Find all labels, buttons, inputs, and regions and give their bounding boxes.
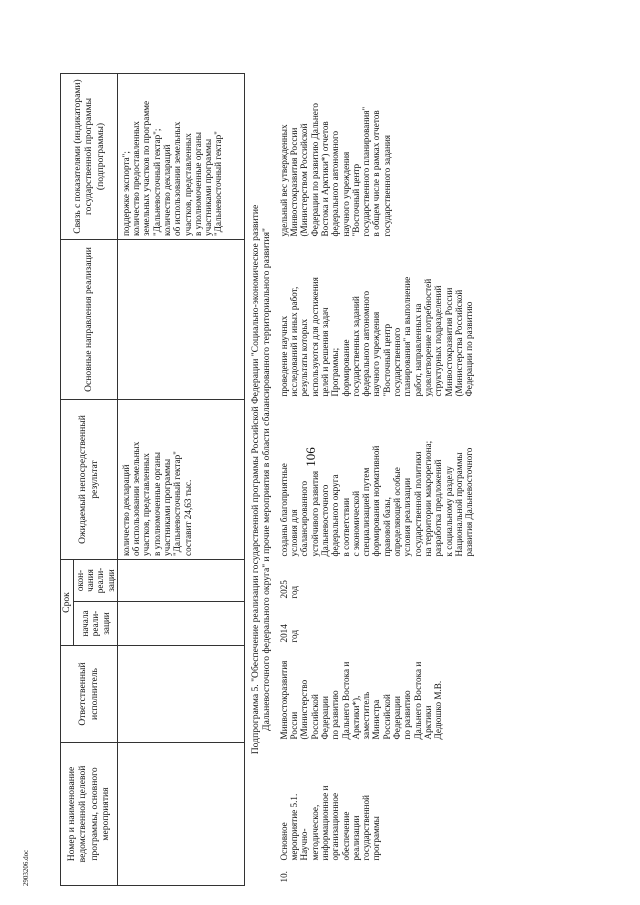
cell-term-start: 2014 год — [278, 624, 300, 643]
table-header — [61, 74, 118, 886]
cell-indicators: поддержке экспорта"; количество предоставленных земельных участков по программе "Дальневосточный гектар"; количество деклараций об использовании земельных участков, представленных в уполномоченные органы участниками программы "Дальневосточный гектар" — [117, 74, 244, 240]
subprogram-title: Подпрограмма 5. "Обеспечение реализации государственной программы Российской Федерации "Социально-экономическое развитие Дальневосточного федерального округа" и прочие мероприятия в области сбалансированного территориального развития" — [244, 74, 276, 886]
cell-empty — [117, 240, 244, 400]
header-expected-result: Ожидаемый непосредственный результат — [61, 400, 118, 560]
table-row-10 — [276, 74, 478, 886]
cell-empty — [117, 646, 244, 743]
header-term-start: начала реали- зации — [74, 602, 118, 646]
cell-expected-result: количество деклараций об использовании земельных участков, представленных в уполномоченные органы участниками программы "Дальневосточный гектар" составит 24,63 тыс. — [117, 400, 244, 560]
measure-name: Основное мероприятие 5.1. Научно- методическое, информационное и организационное обеспечение реализации государственной программы — [278, 785, 382, 861]
program-measures-table — [60, 73, 477, 886]
header-responsible: Ответственный исполнитель — [61, 646, 118, 743]
footer-document-code: 2903206.doc — [22, 849, 30, 887]
rotated-page — [60, 14, 610, 886]
subprogram-title-row — [244, 74, 276, 886]
page-number: 106 — [303, 447, 318, 467]
cell-term-end: 2025 год — [278, 580, 300, 599]
header-indicators: Связь с показателями (индикаторами) государственной программы (подпрограммы) — [61, 74, 118, 240]
cell-measure — [276, 743, 478, 886]
header-directions: Основные направления реализации — [61, 240, 118, 400]
measure-number: 10. — [278, 871, 289, 883]
cell-responsible: Минвостокразвития России (Министерство Российской Федерации по развитию Дальнего Востока и Арктики*), заместитель Министра Российской Федерации по развитию Дальнего Востока и Арктики Дедюшко М.В. — [278, 660, 444, 740]
cell-expected-result: созданы благоприятные условия для сбалансированного устойчивого развития Дальневосточного федерального округа в соответствии с экономической специализацией путем формирования нормативной правовой базы, определяющей особые условия реализации государственной политики на территории макрорегиона; разработка предложений к социальному разделу Национальной программы развития Дальневосточного — [278, 440, 475, 557]
header-number-name: Номер и наименование ведомственной целевой программы, основного мероприятия — [61, 743, 118, 886]
header-term-end: окон- чания реали- зации — [74, 560, 118, 602]
cell-empty — [117, 560, 244, 602]
cell-indicators: удельный вес утвержденных Минвостокразвития России (Министерством Российской Федерации по развитию Дальнего Востока и Арктики*) отчетов федерального автономного научного учреждения "Восточный центр государственного планирования" в общем числе в рамках отчетов государственного задания — [278, 103, 392, 237]
cell-empty — [117, 602, 244, 646]
table-row-continuation — [117, 74, 244, 886]
cell-directions: проведение научных исследований и иных работ, результаты которых используются для достижения целей и решения задач Программы; формирование государственных заданий федерального автономного научного учреждения "Восточный центр государственного планирования" на выполнение работ, направленных на удовлетворение потребностей структурных подразделений Минвостокразвития России (Министерства Российской Федерации по развитию — [278, 276, 475, 397]
cell-empty — [117, 743, 244, 886]
header-term: Срок — [61, 560, 74, 646]
